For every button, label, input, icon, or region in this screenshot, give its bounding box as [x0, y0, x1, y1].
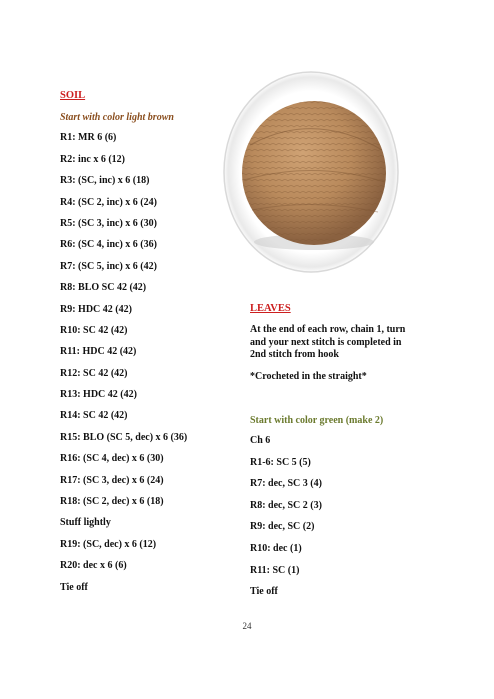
soil-row: R9: HDC 42 (42): [60, 303, 132, 315]
soil-row: R15: BLO (SC 5, dec) x 6 (36): [60, 431, 188, 443]
soil-row: R18: (SC 2, dec) x 6 (18): [60, 496, 164, 508]
page-number: 24: [242, 621, 252, 631]
leaves-intro-line: and your next stitch is completed in: [250, 336, 402, 348]
leaves-row: R11: SC (1): [250, 564, 300, 576]
leaves-start-instruction: Start with color green (make 2): [250, 414, 384, 426]
leaves-intro-line: At the end of each row, chain 1, turn: [250, 324, 406, 335]
soil-row: R16: (SC 4, dec) x 6 (30): [60, 453, 164, 465]
soil-row: R19: (SC, dec) x 6 (12): [60, 538, 157, 550]
leaves-note: *Crocheted in the straight*: [250, 370, 367, 382]
soil-row: R8: BLO SC 42 (42): [60, 282, 147, 294]
soil-start-instruction: Start with color light brown: [60, 112, 174, 123]
leaves-intro-line: 2nd stitch from hook: [250, 349, 339, 360]
crochet-ball-photo: [222, 70, 400, 275]
soil-row: R6: (SC 4, inc) x 6 (36): [60, 239, 157, 251]
soil-row: R4: (SC 2, inc) x 6 (24): [60, 196, 157, 208]
soil-row: R3: (SC, inc) x 6 (18): [60, 175, 150, 187]
leaves-intro: [250, 324, 450, 362]
leaves-heading: LEAVES: [250, 303, 291, 314]
soil-row: R11: HDC 42 (42): [60, 346, 137, 358]
soil-row: R20: dec x 6 (6): [60, 560, 127, 572]
leaves-row: Ch 6: [250, 435, 271, 447]
soil-heading: SOIL: [60, 90, 86, 101]
leaves-row: R10: dec (1): [250, 543, 302, 555]
soil-row: R1: MR 6 (6): [60, 132, 117, 144]
soil-row: Tie off: [60, 581, 88, 593]
soil-row: R10: SC 42 (42): [60, 324, 128, 336]
leaves-section: [250, 303, 450, 598]
soil-row: R2: inc x 6 (12): [60, 153, 125, 165]
leaves-row: R8: dec, SC 2 (3): [250, 499, 322, 511]
soil-row: R5: (SC 3, inc) x 6 (30): [60, 217, 157, 229]
leaves-row: Tie off: [250, 586, 278, 598]
soil-row: R7: (SC 5, inc) x 6 (42): [60, 260, 157, 272]
soil-row: R17: (SC 3, dec) x 6 (24): [60, 474, 164, 486]
leaves-row: R7: dec, SC 3 (4): [250, 478, 322, 490]
soil-row: Stuff lightly: [60, 517, 111, 529]
leaves-row: R9: dec, SC (2): [250, 521, 315, 533]
soil-row: R13: HDC 42 (42): [60, 389, 137, 401]
soil-row: R14: SC 42 (42): [60, 410, 128, 422]
leaves-row: R1-6: SC 5 (5): [250, 456, 311, 468]
leaves-row-list: [250, 435, 450, 598]
soil-row: R12: SC 42 (42): [60, 367, 128, 379]
